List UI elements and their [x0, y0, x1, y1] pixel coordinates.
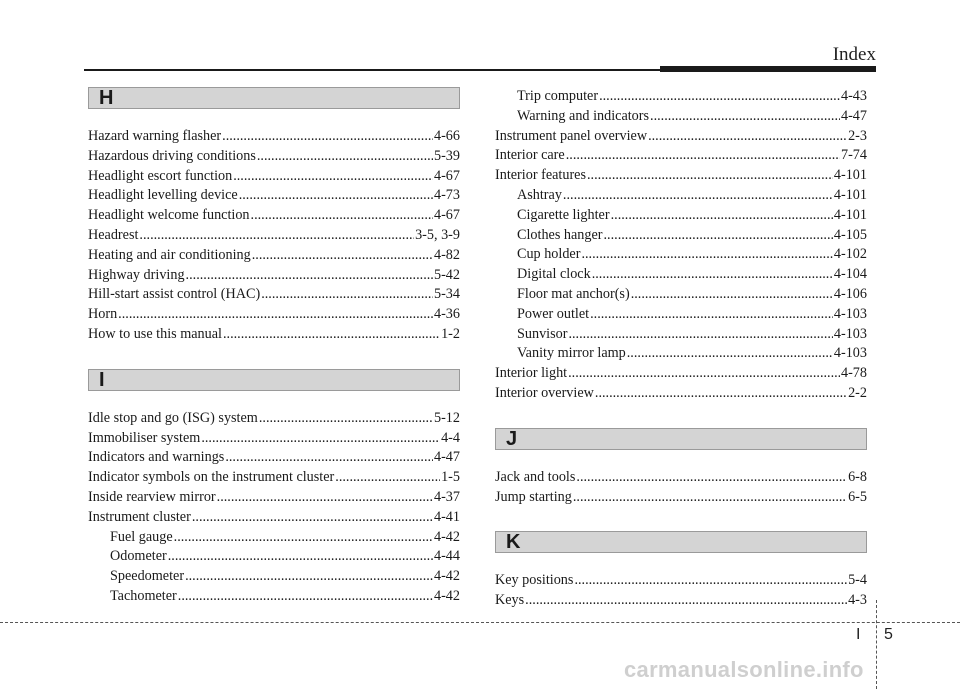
entry-term: Jump starting	[495, 488, 572, 505]
dot-leader	[178, 587, 433, 607]
entry-term: Digital clock	[517, 266, 591, 283]
entry-term: Ashtray	[517, 186, 562, 203]
dot-leader	[650, 107, 840, 127]
entry-term: How to use this manual	[88, 325, 222, 342]
entry-term: Vanity mirror lamp	[517, 345, 626, 362]
dot-leader	[222, 127, 433, 147]
entry-page: 4-105	[833, 226, 867, 243]
entry-page: 4-104	[833, 266, 867, 283]
entry-page: 4-78	[840, 365, 867, 382]
entry-page: 5-42	[433, 266, 460, 283]
entry-page: 4-106	[833, 285, 867, 302]
dot-leader	[174, 528, 433, 548]
entry-term: Indicators and warnings	[88, 449, 225, 466]
dot-leader	[595, 384, 847, 404]
index-entry	[495, 488, 867, 508]
dot-leader	[604, 226, 833, 246]
entry-term: Power outlet	[517, 305, 590, 322]
index-entry	[495, 384, 867, 404]
dot-leader	[261, 285, 433, 305]
dot-leader	[599, 87, 840, 107]
index-subentry	[495, 245, 867, 265]
entry-term: Inside rearview mirror	[88, 488, 216, 505]
index-entry	[88, 167, 460, 187]
entry-term: Hazardous driving conditions	[88, 147, 256, 164]
index-entry	[88, 226, 460, 246]
entry-term: Interior care	[495, 147, 565, 164]
dot-leader	[648, 127, 847, 147]
dot-leader	[252, 246, 433, 266]
entry-page: 5-34	[433, 286, 460, 303]
index-entry	[495, 146, 867, 166]
dot-leader	[259, 409, 433, 429]
dot-leader	[568, 325, 832, 345]
entry-term: Headlight escort function	[88, 167, 233, 184]
entry-page: 1-2	[441, 325, 460, 342]
index-entry	[88, 448, 460, 468]
entry-term: Hill-start assist control (HAC)	[88, 286, 261, 303]
entry-page: 7-74	[840, 147, 867, 164]
index-subentry	[495, 305, 867, 325]
index-entry	[88, 285, 460, 305]
dot-leader	[576, 468, 847, 488]
footer-rule	[0, 622, 960, 623]
entry-page: 2-3	[848, 127, 867, 144]
entry-term: Trip computer	[517, 88, 599, 104]
dot-leader	[566, 146, 840, 166]
dot-leader	[592, 265, 833, 285]
entry-term: Horn	[88, 306, 118, 323]
entry-term: Interior overview	[495, 384, 594, 401]
index-entry	[495, 166, 867, 186]
entry-term: Immobiliser system	[88, 429, 201, 446]
index-entry	[88, 246, 460, 266]
entry-page: 4-73	[433, 187, 460, 204]
entry-page: 4-4	[441, 429, 460, 446]
entry-page: 4-47	[433, 449, 460, 466]
index-subentry	[495, 206, 867, 226]
entry-page: 5-4	[848, 572, 867, 589]
dot-leader	[627, 344, 833, 364]
entry-page: 6-8	[848, 468, 867, 485]
entry-term: Instrument cluster	[88, 508, 191, 525]
index-subentry	[495, 325, 867, 345]
header-rule-accent	[660, 66, 876, 72]
dot-leader	[568, 364, 840, 384]
entry-page: 4-101	[833, 186, 867, 203]
index-entry	[88, 305, 460, 325]
section-letter-header: K	[495, 531, 867, 553]
entry-page: 4-41	[433, 508, 460, 525]
entry-page: 6-5	[848, 488, 867, 505]
entry-page: 2-2	[848, 384, 867, 401]
dot-leader	[611, 206, 833, 226]
section-letter-header: H	[88, 87, 460, 109]
index-entry	[495, 127, 867, 147]
entry-page: 4-3	[848, 592, 867, 609]
entry-page: 3-5, 3-9	[415, 226, 460, 243]
entry-term: Cigarette lighter	[517, 206, 610, 223]
entry-term: Indicator symbols on the instrument cluster	[88, 469, 335, 486]
dot-leader	[581, 245, 832, 265]
entry-term: Warning and indicators	[517, 107, 650, 124]
index-entry	[88, 488, 460, 508]
entry-term: Odometer	[110, 548, 167, 565]
dot-leader	[573, 488, 847, 508]
dot-leader	[201, 429, 440, 449]
entry-term: Key positions	[495, 572, 574, 589]
index-entry	[88, 127, 460, 147]
dot-leader	[631, 285, 833, 305]
entry-page: 4-36	[433, 306, 460, 323]
dot-leader	[225, 448, 433, 468]
entry-term: Instrument panel overview	[495, 127, 648, 144]
entry-term: Hazard warning flasher	[88, 128, 222, 144]
entry-term: Cup holder	[517, 246, 581, 263]
index-entry	[495, 468, 867, 488]
index-subentry	[495, 107, 867, 127]
index-subentry	[88, 567, 460, 587]
index-subentry	[495, 285, 867, 305]
entry-term: Heating and air conditioning	[88, 246, 251, 263]
entry-page: 4-103	[833, 345, 867, 362]
index-column-left	[88, 87, 460, 607]
dot-leader	[563, 186, 833, 206]
entry-page: 4-67	[433, 207, 460, 224]
entry-term: Fuel gauge	[110, 528, 173, 545]
dot-leader	[185, 567, 433, 587]
index-subentry	[88, 528, 460, 548]
entry-term: Headlight levelling device	[88, 187, 238, 204]
watermark: carmanualsonline.info	[624, 657, 864, 682]
index-entry	[88, 206, 460, 226]
dot-leader	[223, 325, 440, 345]
index-entry	[495, 571, 867, 591]
entry-term: Clothes hanger	[517, 226, 603, 243]
entry-term: Tachometer	[110, 587, 177, 604]
dot-leader	[192, 508, 433, 528]
dot-leader	[139, 226, 414, 246]
footer-section-letter: I	[856, 626, 861, 643]
entry-page: 4-47	[840, 107, 867, 124]
dot-leader	[186, 266, 433, 286]
dot-leader	[251, 206, 433, 226]
index-entry	[88, 468, 460, 488]
entry-term: Headrest	[88, 226, 139, 243]
entry-page: 4-43	[840, 88, 867, 104]
dot-leader	[335, 468, 440, 488]
dot-leader	[233, 167, 433, 187]
index-column-right	[495, 87, 867, 611]
footer-page-number: 5	[884, 626, 893, 643]
entry-page: 4-44	[433, 548, 460, 565]
entry-page: 4-42	[433, 568, 460, 585]
entry-page: 4-82	[433, 246, 460, 263]
entry-page: 4-37	[433, 488, 460, 505]
dot-leader	[574, 571, 847, 591]
dot-leader	[168, 547, 433, 567]
entry-page: 4-101	[833, 206, 867, 223]
entry-page: 5-12	[433, 409, 460, 426]
entry-term: Headlight welcome function	[88, 207, 250, 224]
dot-leader	[239, 186, 433, 206]
index-entry	[495, 591, 867, 611]
entry-term: Interior features	[495, 167, 586, 184]
dot-leader	[525, 591, 847, 611]
entry-page: 4-42	[433, 587, 460, 604]
index-entry	[88, 409, 460, 429]
index-entry	[88, 429, 460, 449]
entry-page: 4-102	[833, 246, 867, 263]
index-subentry	[495, 226, 867, 246]
entry-term: Speedometer	[110, 568, 185, 585]
index-subentry	[495, 87, 867, 107]
footer-divider	[876, 600, 877, 689]
index-entry	[495, 364, 867, 384]
entry-term: Sunvisor	[517, 325, 568, 342]
entry-term: Idle stop and go (ISG) system	[88, 409, 258, 426]
index-subentry	[495, 344, 867, 364]
dot-leader	[587, 166, 833, 186]
dot-leader	[257, 147, 433, 167]
entry-page: 4-101	[833, 167, 867, 184]
entry-term: Highway driving	[88, 266, 185, 283]
page-header-title: Index	[832, 44, 876, 65]
entry-page: 5-39	[433, 147, 460, 164]
entry-term: Interior light	[495, 365, 568, 382]
entry-page: 4-67	[433, 167, 460, 184]
index-entry	[88, 147, 460, 167]
entry-page: 4-103	[833, 325, 867, 342]
entry-term: Jack and tools	[495, 468, 576, 485]
section-letter-header: I	[88, 369, 460, 391]
entry-page: 1-5	[441, 469, 460, 486]
index-entry	[88, 325, 460, 345]
entry-term: Keys	[495, 592, 525, 609]
entry-page: 4-103	[833, 305, 867, 322]
index-entry	[88, 186, 460, 206]
index-entry	[88, 266, 460, 286]
dot-leader	[118, 305, 433, 325]
dot-leader	[217, 488, 433, 508]
entry-page: 4-42	[433, 528, 460, 545]
index-subentry	[88, 587, 460, 607]
index-subentry	[495, 186, 867, 206]
section-letter-header: J	[495, 428, 867, 450]
entry-page: 4-66	[433, 128, 460, 144]
index-subentry	[88, 547, 460, 567]
index-subentry	[495, 265, 867, 285]
index-entry	[88, 508, 460, 528]
entry-term: Floor mat anchor(s)	[517, 285, 630, 302]
dot-leader	[590, 305, 833, 325]
